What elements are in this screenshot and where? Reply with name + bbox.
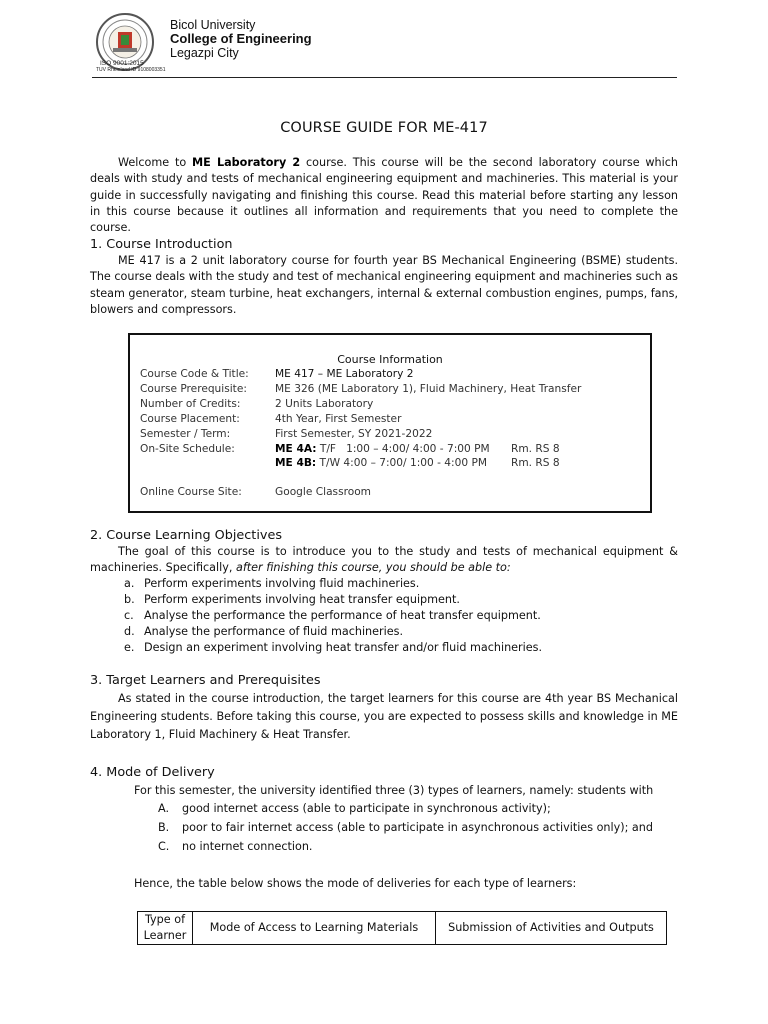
university-name: Bicol University: [170, 18, 256, 32]
schedule-label: On-Site Schedule:: [140, 443, 235, 455]
learner-type-text: poor to fair internet access (able to participate in asynchronous activities only); and: [182, 821, 653, 834]
learner-type-text: good internet access (able to participate in synchronous activity);: [182, 802, 551, 815]
welcome-after: course. This course will be the second laboratory course which deals with study and tests of mechanical engineering equipment and machineries. This material is your guide in successfully navigating and finishing this course. Read this material before starting any lesson in this course because it outlines all information and requirements that you need to complete the course.: [90, 156, 678, 235]
schedule-4b-time: T/W 4:00 – 7:00/ 1:00 - 4:00 PM: [316, 457, 487, 469]
objective-letter: c.: [124, 609, 134, 622]
table-header-submission: Submission of Activities and Outputs: [436, 912, 667, 945]
section-1-text: ME 417 is a 2 unit laboratory course for fourth year BS Mechanical Engineering (BSME) students. The course deals with the study and test of mechanical engineering equipment and machineries such as steam generator, steam turbine, heat exchangers, internal & external combustion engines, pumps, fans, blowers and compressors.: [90, 254, 678, 316]
objective-letter: a.: [124, 577, 135, 590]
placement-value: 4th Year, First Semester: [275, 413, 402, 425]
section-2-intro-text: The goal of this course is to introduce you to the study and tests of mechanical equipment & machineries. Specifically,: [90, 545, 678, 575]
learner-type-letter: B.: [158, 821, 170, 834]
schedule-4a-time: T/F 1:00 – 4:00/ 4:00 - 7:00 PM: [316, 443, 490, 455]
section-2-intro: [90, 544, 678, 577]
schedule-4b-room: Rm. RS 8: [511, 457, 560, 469]
objective-item: [124, 608, 541, 624]
learner-type-item: [158, 839, 312, 855]
objective-letter: e.: [124, 641, 135, 654]
city-name: Legazpi City: [170, 46, 239, 60]
objective-text: Analyse the performance of fluid machineries.: [144, 625, 404, 638]
placement-label: Course Placement:: [140, 413, 240, 425]
section-2-intro-italic: after finishing this course, you should be able to:: [235, 561, 511, 575]
delivery-mode-table: [137, 911, 667, 945]
iso-line-1: ISO 9001:2015: [100, 60, 144, 67]
schedule-4a-section: ME 4A:: [275, 443, 317, 455]
course-code-label: Course Code & Title:: [140, 368, 249, 380]
semester-value: First Semester, SY 2021-2022: [275, 428, 433, 440]
learner-type-item: [158, 820, 653, 836]
section-4-heading: 4. Mode of Delivery: [90, 765, 215, 780]
college-name: College of Engineering: [170, 31, 312, 46]
learner-type-letter: C.: [158, 840, 170, 853]
credits-value: 2 Units Laboratory: [275, 398, 374, 410]
course-prereq-label: Course Prerequisite:: [140, 383, 247, 395]
online-site-label: Online Course Site:: [140, 486, 242, 498]
objective-text: Perform experiments involving fluid machineries.: [144, 577, 420, 590]
credits-label: Number of Credits:: [140, 398, 241, 410]
table-header-row: [138, 912, 667, 945]
schedule-4b-section: ME 4B:: [275, 457, 317, 469]
welcome-before: Welcome to: [118, 156, 193, 169]
section-4-hence: Hence, the table below shows the mode of deliveries for each type of learners:: [134, 877, 577, 890]
course-code-value: ME 417 – ME Laboratory 2: [275, 368, 414, 380]
course-information-title: Course Information: [337, 353, 443, 366]
objective-item: [124, 624, 403, 640]
page-title: COURSE GUIDE FOR ME-417: [280, 120, 488, 136]
objective-text: Analyse the performance the performance of heat transfer equipment.: [144, 609, 541, 622]
iso-certification: [96, 60, 166, 74]
objective-item: [124, 640, 542, 656]
semester-label: Semester / Term:: [140, 428, 231, 440]
table-header-learner-type: Type of Learner: [138, 912, 193, 945]
section-1-heading: 1. Course Introduction: [90, 237, 233, 252]
objective-item: [124, 592, 460, 608]
section-3-text: As stated in the course introduction, the target learners for this course are 4th year BS Mechanical Engineering students. Before taking this course, you are expected to possess skills and knowledge in ME Laboratory 1, Fluid Machinery & Heat Transfer.: [90, 692, 678, 741]
learner-type-item: [158, 801, 551, 817]
objective-text: Perform experiments involving heat transfer equipment.: [144, 593, 460, 606]
schedule-4a: [275, 442, 490, 456]
section-2-heading: 2. Course Learning Objectives: [90, 528, 282, 543]
iso-line-2: TUV Rheinland ID 9108003351: [96, 67, 166, 73]
schedule-4b: [275, 456, 487, 470]
table-header-access-mode: Mode of Access to Learning Materials: [193, 912, 436, 945]
course-prereq-value: ME 326 (ME Laboratory 1), Fluid Machinery, Heat Transfer: [275, 383, 582, 395]
welcome-paragraph: [90, 155, 678, 236]
welcome-course-name: ME Laboratory 2: [192, 156, 301, 169]
objective-text: Design an experiment involving heat transfer and/or fluid machineries.: [144, 641, 543, 654]
objective-letter: d.: [124, 625, 135, 638]
objective-item: [124, 576, 419, 592]
header-divider: [92, 77, 677, 78]
learner-type-text: no internet connection.: [182, 840, 313, 853]
schedule-4a-room: Rm. RS 8: [511, 443, 560, 455]
objective-letter: b.: [124, 593, 135, 606]
online-site-value: Google Classroom: [275, 486, 372, 498]
section-4-intro: For this semester, the university identified three (3) types of learners, namely: students with: [134, 784, 654, 797]
section-3-heading: 3. Target Learners and Prerequisites: [90, 673, 321, 688]
learner-type-letter: A.: [158, 802, 170, 815]
